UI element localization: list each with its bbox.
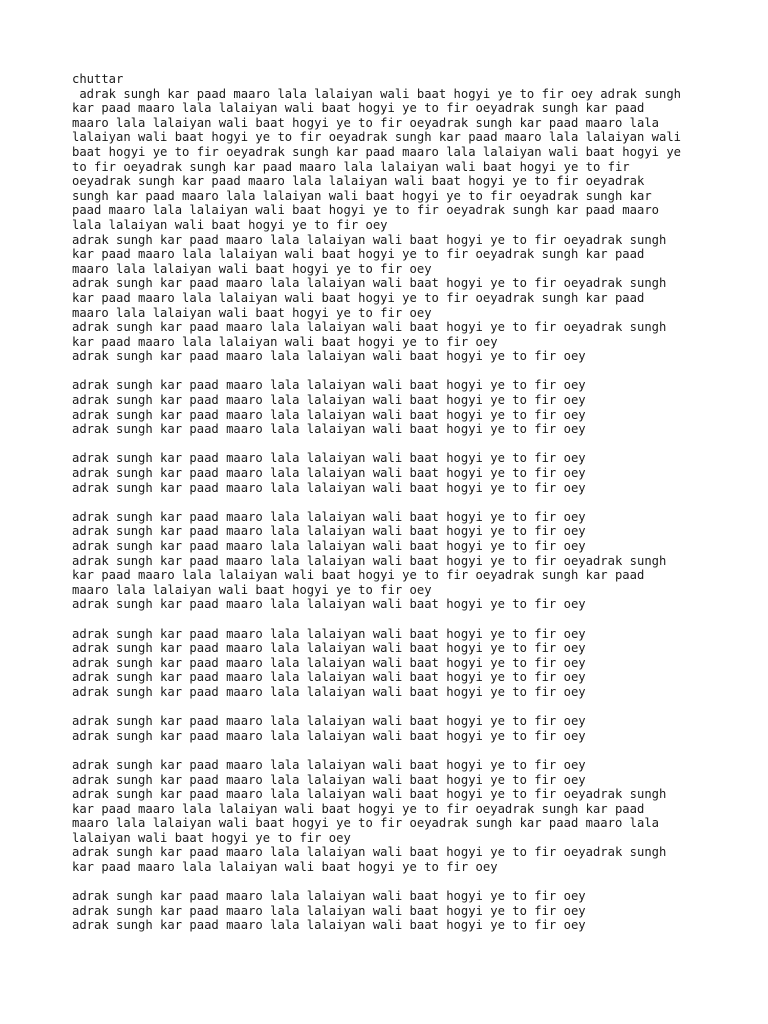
text-line: baat hogyi ye to fir oeyadrak sungh kar paad maaro lala lalaiyan wali baat hogyi ye bbox=[72, 144, 682, 159]
text-line: adrak sungh kar paad maaro lala lalaiyan wali baat hogyi ye to fir oeyadrak sungh bbox=[72, 553, 667, 568]
text-line bbox=[72, 612, 712, 627]
text-line: kar paad maaro lala lalaiyan wali baat hogyi ye to fir oeyadrak sungh kar paad bbox=[72, 290, 645, 305]
text-line: adrak sungh kar paad maaro lala lalaiyan wali baat hogyi ye to fir oey bbox=[72, 903, 586, 918]
text-line: adrak sungh kar paad maaro lala lalaiyan wali baat hogyi ye to fir oey bbox=[72, 889, 586, 904]
text-line: chuttar bbox=[72, 72, 124, 86]
document-page bbox=[72, 72, 712, 933]
text-line: lalaiyan wali baat hogyi ye to fir oey bbox=[72, 830, 351, 845]
text-line: adrak sungh kar paad maaro lala lalaiyan wali baat hogyi ye to fir oey bbox=[72, 378, 586, 393]
text-line bbox=[72, 875, 712, 890]
text-line: adrak sungh kar paad maaro lala lalaiyan wali baat hogyi ye to fir oey bbox=[72, 480, 586, 495]
text-line: maaro lala lalaiyan wali baat hogyi ye to fir oey bbox=[72, 582, 432, 597]
text-line: adrak sungh kar paad maaro lala lalaiyan wali baat hogyi ye to fir oeyadrak sungh bbox=[72, 845, 667, 860]
text-line: kar paad maaro lala lalaiyan wali baat hogyi ye to fir oeyadrak sungh kar paad bbox=[72, 101, 645, 116]
text-line: maaro lala lalaiyan wali baat hogyi ye to fir oeyadrak sungh kar paad maaro lala bbox=[72, 115, 659, 130]
text-line: adrak sungh kar paad maaro lala lalaiyan wali baat hogyi ye to fir oey bbox=[72, 524, 586, 539]
text-line: adrak sungh kar paad maaro lala lalaiyan wali baat hogyi ye to fir oeyadrak sungh bbox=[72, 276, 667, 291]
text-line bbox=[72, 700, 712, 715]
text-line: adrak sungh kar paad maaro lala lalaiyan wali baat hogyi ye to fir oey bbox=[72, 349, 586, 364]
text-line: lala lalaiyan wali baat hogyi ye to fir oey bbox=[72, 217, 388, 232]
text-line: adrak sungh kar paad maaro lala lalaiyan wali baat hogyi ye to fir oey bbox=[72, 772, 586, 787]
text-line: adrak sungh kar paad maaro lala lalaiyan wali baat hogyi ye to fir oey bbox=[72, 728, 586, 743]
text-line: kar paad maaro lala lalaiyan wali baat hogyi ye to fir oeyadrak sungh kar paad bbox=[72, 568, 645, 583]
text-line: kar paad maaro lala lalaiyan wali baat hogyi ye to fir oeyadrak sungh kar paad bbox=[72, 247, 645, 262]
text-line: adrak sungh kar paad maaro lala lalaiyan wali baat hogyi ye to fir oey bbox=[72, 757, 586, 772]
text-line: adrak sungh kar paad maaro lala lalaiyan wali baat hogyi ye to fir oey adrak sungh bbox=[72, 86, 682, 101]
text-line: adrak sungh kar paad maaro lala lalaiyan wali baat hogyi ye to fir oey bbox=[72, 714, 586, 729]
text-line: adrak sungh kar paad maaro lala lalaiyan wali baat hogyi ye to fir oey bbox=[72, 626, 586, 641]
text-line: adrak sungh kar paad maaro lala lalaiyan wali baat hogyi ye to fir oey bbox=[72, 422, 586, 437]
text-line: lalaiyan wali baat hogyi ye to fir oeyadrak sungh kar paad maaro lala lalaiyan wali bbox=[72, 130, 682, 145]
text-line: adrak sungh kar paad maaro lala lalaiyan wali baat hogyi ye to fir oey bbox=[72, 670, 586, 685]
text-line: adrak sungh kar paad maaro lala lalaiyan wali baat hogyi ye to fir oey bbox=[72, 655, 586, 670]
text-line: oeyadrak sungh kar paad maaro lala lalaiyan wali baat hogyi ye to fir oeyadrak bbox=[72, 174, 645, 189]
text-line: adrak sungh kar paad maaro lala lalaiyan wali baat hogyi ye to fir oey bbox=[72, 407, 586, 422]
text-line bbox=[72, 437, 712, 452]
text-line bbox=[72, 364, 712, 379]
text-line: maaro lala lalaiyan wali baat hogyi ye to fir oeyadrak sungh kar paad maaro lala bbox=[72, 816, 659, 831]
text-line: adrak sungh kar paad maaro lala lalaiyan wali baat hogyi ye to fir oeyadrak sungh bbox=[72, 787, 667, 802]
text-line: adrak sungh kar paad maaro lala lalaiyan wali baat hogyi ye to fir oey bbox=[72, 393, 586, 408]
text-line: paad maaro lala lalaiyan wali baat hogyi ye to fir oeyadrak sungh kar paad maaro bbox=[72, 203, 659, 218]
text-line: adrak sungh kar paad maaro lala lalaiyan wali baat hogyi ye to fir oey bbox=[72, 466, 586, 481]
text-line: sungh kar paad maaro lala lalaiyan wali baat hogyi ye to fir oeyadrak sungh kar bbox=[72, 188, 652, 203]
text-line: adrak sungh kar paad maaro lala lalaiyan wali baat hogyi ye to fir oey bbox=[72, 539, 586, 553]
text-line: adrak sungh kar paad maaro lala lalaiyan wali baat hogyi ye to fir oey bbox=[72, 597, 586, 612]
text-line: adrak sungh kar paad maaro lala lalaiyan wali baat hogyi ye to fir oey bbox=[72, 918, 586, 933]
text-line bbox=[72, 743, 712, 758]
text-line: kar paad maaro lala lalaiyan wali baat hogyi ye to fir oeyadrak sungh kar paad bbox=[72, 801, 645, 816]
text-line: adrak sungh kar paad maaro lala lalaiyan wali baat hogyi ye to fir oey bbox=[72, 509, 586, 524]
text-line: kar paad maaro lala lalaiyan wali baat hogyi ye to fir oey bbox=[72, 334, 498, 349]
text-line: adrak sungh kar paad maaro lala lalaiyan wali baat hogyi ye to fir oeyadrak sungh bbox=[72, 320, 667, 335]
text-line: adrak sungh kar paad maaro lala lalaiyan wali baat hogyi ye to fir oey bbox=[72, 641, 586, 656]
text-line: adrak sungh kar paad maaro lala lalaiyan wali baat hogyi ye to fir oeyadrak sungh bbox=[72, 232, 667, 247]
text-line: maaro lala lalaiyan wali baat hogyi ye to fir oey bbox=[72, 305, 432, 320]
text-line: maaro lala lalaiyan wali baat hogyi ye to fir oey bbox=[72, 261, 432, 276]
text-line: adrak sungh kar paad maaro lala lalaiyan wali baat hogyi ye to fir oey bbox=[72, 451, 586, 466]
text-line: to fir oeyadrak sungh kar paad maaro lala lalaiyan wali baat hogyi ye to fir bbox=[72, 159, 630, 174]
text-line: kar paad maaro lala lalaiyan wali baat hogyi ye to fir oey bbox=[72, 860, 498, 875]
text-line bbox=[72, 495, 712, 510]
text-line: adrak sungh kar paad maaro lala lalaiyan wali baat hogyi ye to fir oey bbox=[72, 684, 586, 699]
